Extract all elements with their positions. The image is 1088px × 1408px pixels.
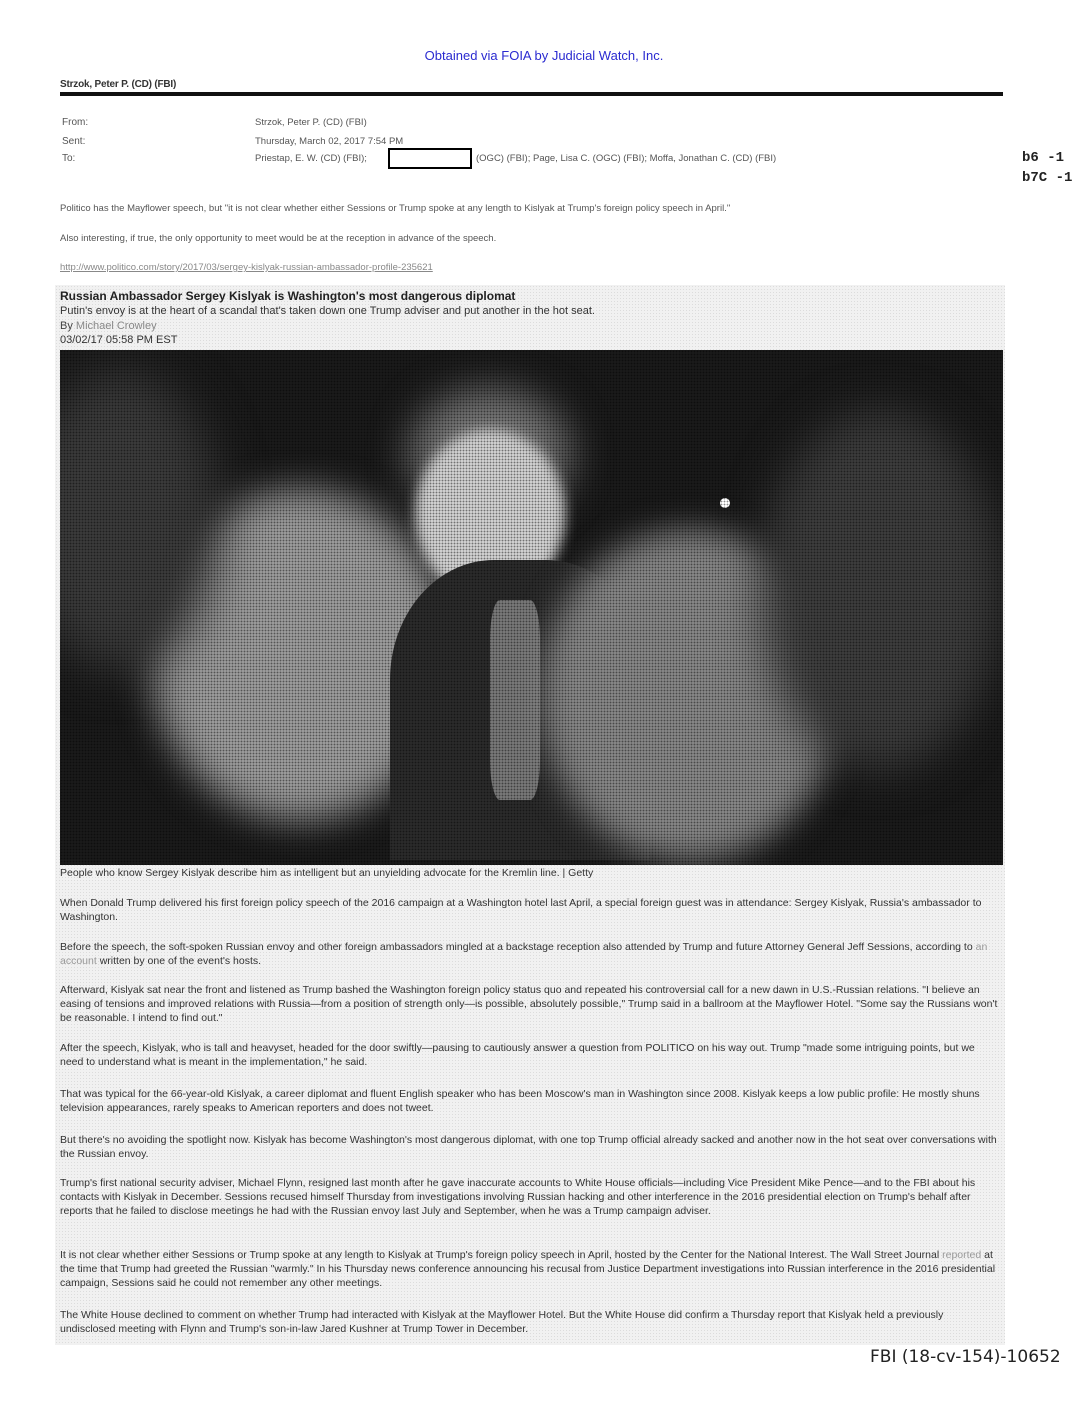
article-paragraph: That was typical for the 66-year-old Kislyak, a career diplomat and fluent English speaker who has been Moscow's man in Washington since 2008. Kislyak keeps a low public profile: He mostly shuns television appearances, rarely speaks to American reporters and does not tweet. [60, 1088, 980, 1114]
photo-halftone [60, 350, 1003, 865]
article-paragraph: Trump's first national security adviser, Michael Flynn, resigned last month after he gave inaccurate accounts to White House officials—including Vice President Mike Pence—and to the FBI about his contacts with Kislyak in December. Sessions recused himself Thursday from investigations involving Russian hacking and other interference in the 2016 presidential election on Trump's behalf after reports that he failed to disclose meetings he had with the Russian envoy last July and September, when he was a Trump campaign adviser. [60, 1177, 976, 1217]
from-value: Strzok, Peter P. (CD) (FBI) [255, 117, 367, 128]
to-value-suffix: (OGC) (FBI); Page, Lisa C. (OGC) (FBI); Moffa, Jonathan C. (CD) (FBI) [476, 153, 777, 164]
email-body-line: Politico has the Mayflower speech, but "it is not clear whether either Sessions or Trump spoke at any length to Kislyak at Trump's foreign policy speech in April." [60, 203, 731, 214]
paragraph-text: Before the speech, the soft-spoken Russian envoy and other foreign ambassadors mingled at a backstage reception also attended by Trump and future Attorney General Jeff Sessions, according to [60, 941, 976, 953]
account-link[interactable]: an account [60, 941, 988, 967]
sent-value: Thursday, March 02, 2017 7:54 PM [255, 136, 404, 147]
paragraph-text: at the time that Trump had greeted the Russian "warmly." In his Thursday news conference announcing his recusal from Justice Department investigations into Russian interference in the 2016 presidential campaign, Sessions said he could not remember any other meetings. [60, 1249, 996, 1289]
article-paragraph [60, 1248, 1000, 1290]
foia-watermark: Obtained via FOIA by Judicial Watch, Inc. [424, 48, 664, 63]
photo-caption: People who know Sergey Kislyak describe him as intelligent but an unyielding advocate for the Kremlin line. | Getty [60, 867, 594, 879]
article-paragraph: After the speech, Kislyak, who is tall and heavyset, headed for the door swiftly—pausing to cautiously answer a question from POLITICO on his way out. Trump "made some intriguing points, but we need to understand what is meant in the implementation," he said. [60, 1042, 975, 1068]
article-date: 03/02/17 05:58 PM EST [60, 334, 178, 346]
email-body-line: Also interesting, if true, the only opportunity to meet would be at the reception in advance of the speech. [60, 233, 497, 244]
header-rule [60, 92, 1003, 96]
sent-label: Sent: [62, 136, 86, 147]
paragraph-text: written by one of the event's hosts. [96, 955, 262, 967]
article-paragraph: The White House declined to comment on whether Trump had interacted with Kislyak at the Mayflower Hotel. But the White House did confirm a Thursday report that Kislyak held a previously undisclosed meeting with Flynn and Trump's son-in-law Jared Kushner at Trump Tower in December. [60, 1309, 944, 1335]
sender-heading: Strzok, Peter P. (CD) (FBI) [60, 79, 177, 90]
to-label: To: [62, 153, 76, 164]
exemption-code-b6: b6 -1 [1022, 150, 1065, 166]
to-value-prefix: Priestap, E. W. (CD) (FBI); [255, 153, 367, 164]
paragraph-text: It is not clear whether either Sessions or Trump spoke at any length to Kislyak at Trump's foreign policy speech in April, hosted by the Center for the National Interest. The Wall Street Journal [60, 1249, 943, 1261]
exemption-code-b7c: b7C -1 [1022, 170, 1073, 186]
article-link[interactable]: http://www.politico.com/story/2017/03/sergey-kislyak-russian-ambassador-profile-235621 [60, 262, 433, 273]
reported-link[interactable]: reported [942, 1249, 982, 1261]
article-title: Russian Ambassador Sergey Kislyak is Washington's most dangerous diplomat [60, 289, 516, 303]
bates-number: FBI (18-cv-154)-10652 [870, 1347, 1061, 1367]
article-paragraph: But there's no avoiding the spotlight now. Kislyak has become Washington's most dangerous diplomat, with one top Trump official already sacked and another now in the hot seat over conversations with the Russian envoy. [60, 1134, 997, 1160]
article-clipping [55, 285, 1005, 1345]
byline-prefix: By [60, 320, 73, 332]
article-byline [60, 320, 157, 332]
article-paragraph [60, 940, 1000, 968]
redaction-box [388, 148, 472, 169]
article-paragraph: Afterward, Kislyak sat near the front and listened as Trump bashed the Washington foreign policy status quo and repeated his controversial call for a new dawn in U.S.-Russian relations. "I believe an easing of tensions and improved relations with Russia—from a position of strength only—is possible, absolutely possible," Trump said in a ballroom at the Mayflower Hotel. "Some say the Russians won't be reasonable. I intend to find out." [60, 984, 998, 1024]
author-link[interactable]: Michael Crowley [75, 320, 157, 332]
article-photo [60, 350, 1003, 865]
from-label: From: [62, 117, 89, 128]
article-paragraph: When Donald Trump delivered his first foreign policy speech of the 2016 campaign at a Washington hotel last April, a special foreign guest was in attendance: Sergey Kislyak, Russia's ambassador to Washington. [60, 897, 982, 923]
article-subtitle: Putin's envoy is at the heart of a scandal that's taken down one Trump adviser and put another in the hot seat. [60, 305, 595, 317]
